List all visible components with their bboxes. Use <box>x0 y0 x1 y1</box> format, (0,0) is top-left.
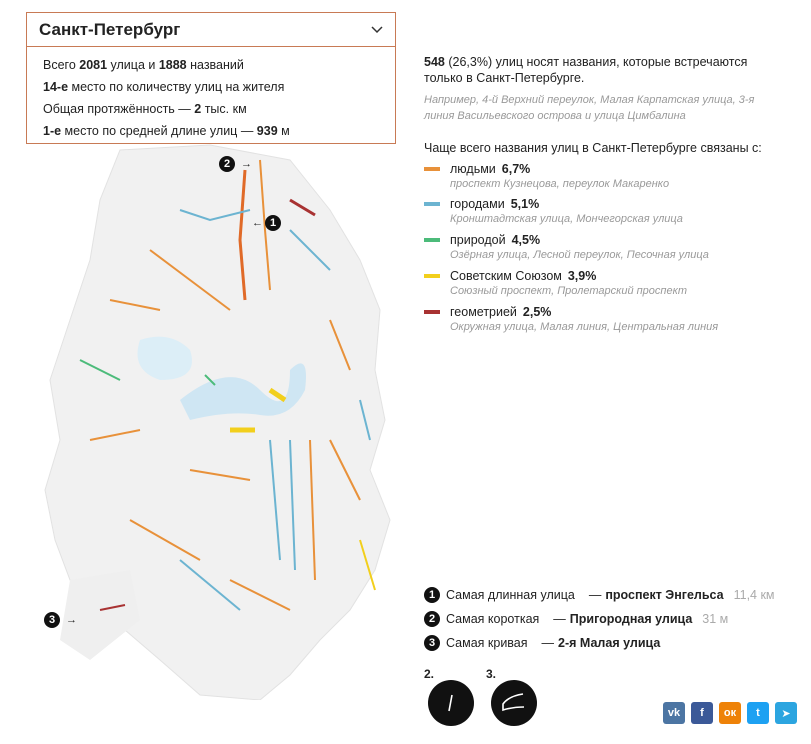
record-number: 2 <box>424 611 440 627</box>
share-telegram-button[interactable] <box>775 702 797 724</box>
category-cities: городами 5,1% Кронштадтская улица, Мончегорская улица <box>424 196 794 227</box>
share-vk-button[interactable] <box>663 702 685 724</box>
arrow-right-icon: → <box>241 158 252 170</box>
city-map[interactable] <box>30 140 430 700</box>
city-stats <box>26 46 396 144</box>
legend-swatch <box>424 274 440 278</box>
map-marker-3[interactable] <box>44 612 77 628</box>
shape-label-2: 2. <box>424 667 435 681</box>
stat-total: Всего 2081 улица и 1888 названий <box>43 58 244 72</box>
record-shortest[interactable]: 2 Самая короткая — Пригородная улица 31 м <box>424 609 728 629</box>
telegram-icon: ➤ <box>781 707 791 720</box>
twitter-icon: t <box>756 707 760 719</box>
legend-swatch <box>424 310 440 314</box>
record-number: 1 <box>424 587 440 603</box>
map-marker-2[interactable] <box>219 156 252 172</box>
legend-swatch <box>424 238 440 242</box>
arrow-right-icon: → <box>66 614 77 626</box>
categories-title: Чаще всего названия улиц в Санкт-Петербурге связаны с: <box>424 141 762 155</box>
record-curviest[interactable]: 3 Самая кривая — 2-я Малая улица <box>424 633 660 653</box>
vk-icon: vk <box>667 707 681 719</box>
category-soviet: Советским Союзом 3,9% Союзный проспект, Пролетарский проспект <box>424 268 794 299</box>
arrow-left-icon: ← <box>252 217 263 229</box>
odnoklassniki-icon: ок <box>723 707 737 719</box>
share-facebook-button[interactable] <box>691 702 713 724</box>
city-name: Санкт-Петербург <box>39 19 181 39</box>
city-dropdown[interactable] <box>26 12 396 47</box>
category-people: людьми 6,7% проспект Кузнецова, переулок Макаренко <box>424 161 794 192</box>
marker-number: 2 <box>219 156 235 172</box>
category-nature: природой 4,5% Озёрная улица, Лесной переулок, Песочная улица <box>424 232 794 263</box>
legend-swatch <box>424 202 440 206</box>
stat-avg-length: 1-е место по средней длине улиц — 939 м <box>43 124 290 138</box>
street-shape-3-icon <box>491 680 537 726</box>
marker-number: 3 <box>44 612 60 628</box>
street-shape-2-icon <box>428 680 474 726</box>
record-number: 3 <box>424 635 440 651</box>
record-longest[interactable]: 1 Самая длинная улица — проспект Энгельса 11,4 км <box>424 585 775 605</box>
unique-names-examples: Например, 4-й Верхний переулок, Малая Карпатская улица, 3-я линия Васильевского острова и улица Цимбалина <box>424 94 755 122</box>
map-marker-1[interactable] <box>252 215 287 231</box>
unique-names-text: 548 (26,3%) улиц носят названия, которые встречаются только в Санкт-Петербурге. <box>424 55 748 85</box>
stat-rank-per-capita: 14-е место по количеству улиц на жителя <box>43 80 285 94</box>
stat-total-length: Общая протяжённость — 2 тыс. км <box>43 102 247 116</box>
legend-swatch <box>424 167 440 171</box>
share-odnoklassniki-button[interactable] <box>719 702 741 724</box>
share-twitter-button[interactable] <box>747 702 769 724</box>
facebook-icon: f <box>700 707 704 719</box>
category-geometry: геометрией 2,5% Окружная улица, Малая линия, Центральная линия <box>424 304 794 335</box>
shape-label-3: 3. <box>486 667 497 681</box>
marker-number: 1 <box>265 215 281 231</box>
chevron-down-icon <box>371 21 383 39</box>
